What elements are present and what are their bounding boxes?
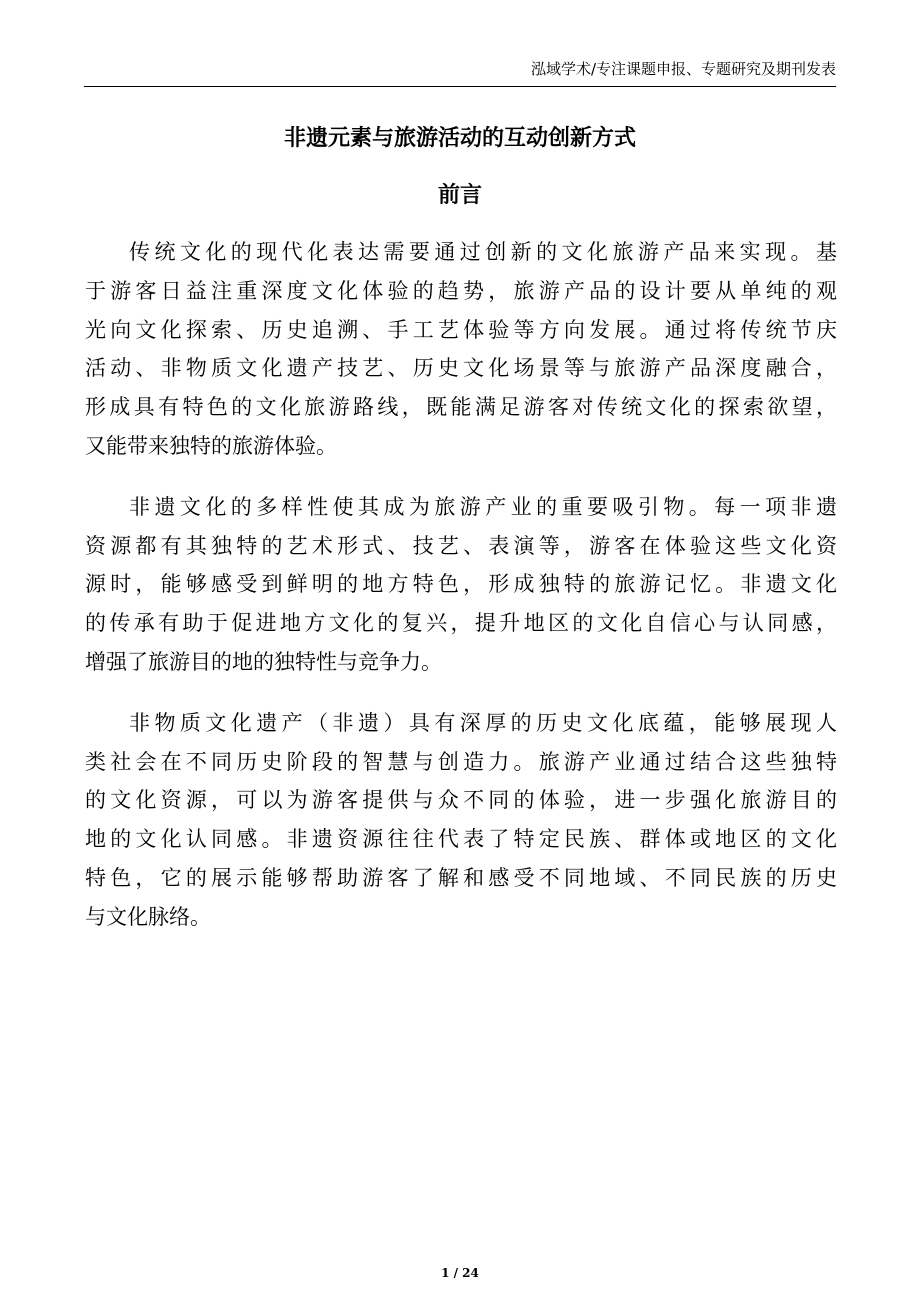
paragraph-line: 活动、非物质文化遗产技艺、历史文化场景等与旅游产品深度融合， — [85, 356, 837, 381]
paragraph-line: 的文化资源，可以为游客提供与众不同的体验，进一步强化旅游目的 — [85, 788, 837, 813]
paragraph-2 — [85, 488, 837, 682]
paragraph-line: 于游客日益注重深度文化体验的趋势，旅游产品的设计要从单纯的观 — [85, 278, 837, 303]
paragraph-line: 光向文化探索、历史追溯、手工艺体验等方向发展。通过将传统节庆 — [85, 317, 837, 342]
paragraph-line: 又能带来独特的旅游体验。 — [85, 433, 337, 458]
paragraph-line: 类社会在不同历史阶段的智慧与创造力。旅游产业通过结合这些独特 — [85, 749, 837, 774]
paragraph-line: 源时，能够感受到鲜明的地方特色，形成独特的旅游记忆。非遗文化 — [85, 572, 837, 597]
page-number: 1 / 24 — [441, 1266, 479, 1280]
paragraph-line: 与文化脉络。 — [85, 904, 211, 929]
paragraph-line: 非物质文化遗产（非遗）具有深厚的历史文化底蕴，能够展现人 — [129, 710, 837, 735]
paragraph-line: 增强了旅游目的地的独特性与竞争力。 — [85, 649, 442, 674]
header-divider — [84, 86, 836, 87]
running-header: 泓域学术/专注课题申报、专题研究及期刊发表 — [530, 60, 836, 78]
paragraph-line: 的传承有助于促进地方文化的复兴，提升地区的文化自信心与认同感， — [85, 611, 837, 636]
document-body — [85, 233, 837, 959]
paragraph-line: 资源都有其独特的艺术形式、技艺、表演等，游客在体验这些文化资 — [85, 533, 837, 558]
section-title: 前言 — [437, 183, 482, 208]
paragraph-line: 特色，它的展示能够帮助游客了解和感受不同地域、不同民族的历史 — [85, 865, 837, 890]
document-title: 非遗元素与旅游活动的互动创新方式 — [283, 126, 636, 151]
paragraph-line: 形成具有特色的文化旅游路线，既能满足游客对传统文化的探索欲望， — [85, 395, 837, 420]
paragraph-line: 地的文化认同感。非遗资源往往代表了特定民族、群体或地区的文化 — [85, 827, 837, 852]
paragraph-1 — [85, 233, 837, 466]
paragraph-line: 传统文化的现代化表达需要通过创新的文化旅游产品来实现。基 — [129, 240, 837, 264]
paragraph-line: 非遗文化的多样性使其成为旅游产业的重要吸引物。每一项非遗 — [129, 494, 837, 519]
paragraph-3 — [85, 704, 837, 937]
